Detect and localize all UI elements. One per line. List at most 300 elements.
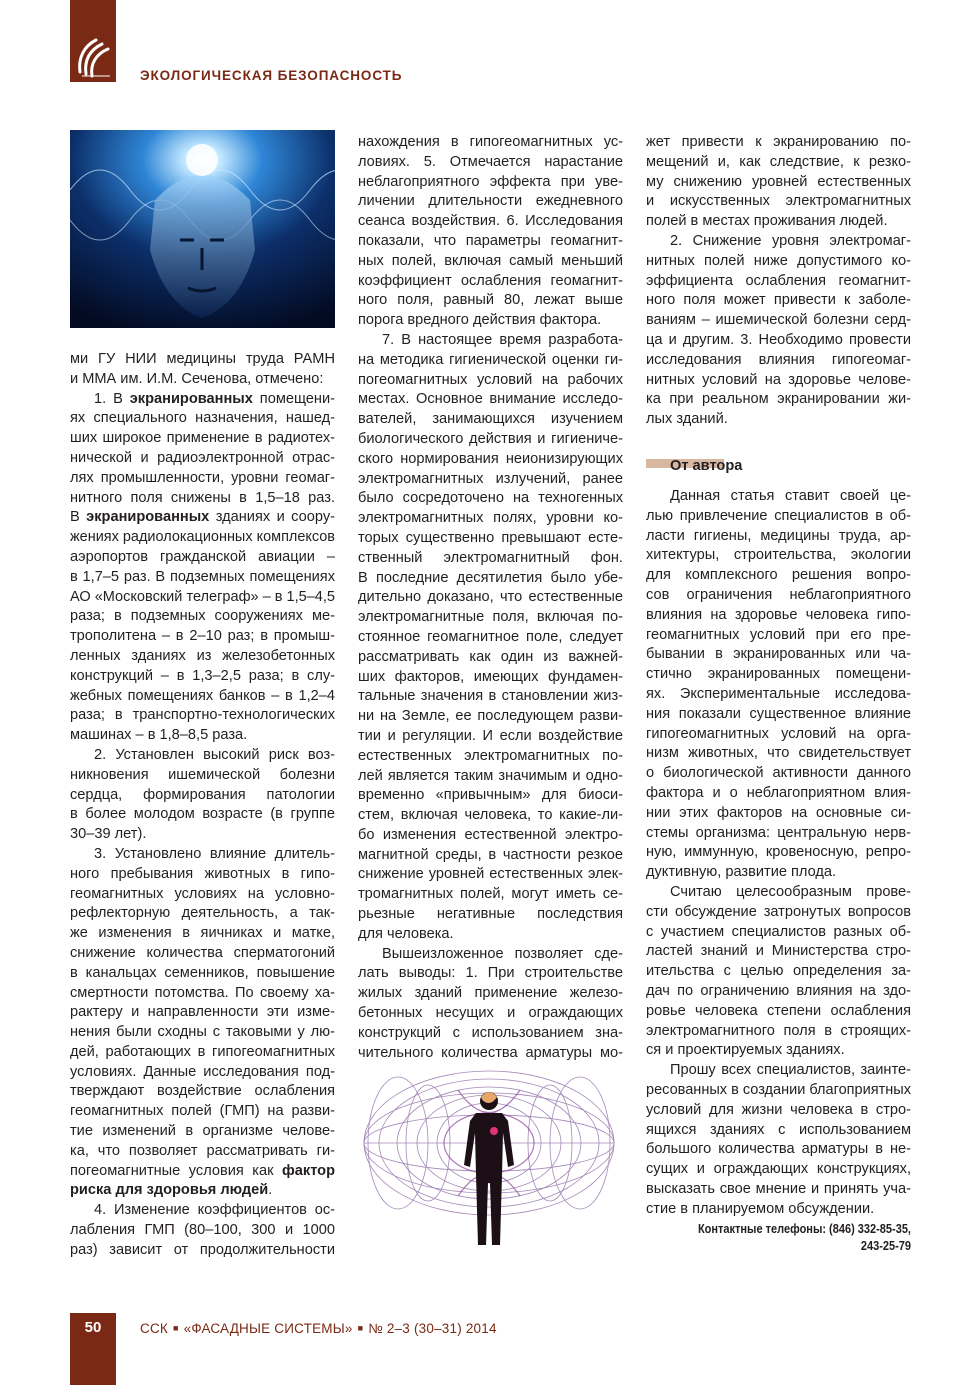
- line-text: стие в планируемом обсуждении.: [646, 1200, 875, 1217]
- text-line: [358, 212, 623, 232]
- line-text: ную, иммунную, кровеносную, репро-: [646, 844, 911, 861]
- line-text: ях специального назначения, нашед-: [70, 410, 335, 427]
- text-line: [70, 746, 335, 766]
- line-text: исследования влияния гипогеомаг-: [646, 351, 911, 368]
- text-line: [646, 192, 911, 212]
- text-line: [358, 905, 623, 925]
- publisher-logo-icon: [70, 0, 116, 82]
- line-text: ния показали существенное влияние: [646, 705, 911, 722]
- line-text: местах. Основное внимание исследо-: [358, 391, 623, 408]
- text-line: [358, 648, 623, 668]
- text-line: [358, 509, 623, 529]
- line-text: нитных условий на здоровье челове-: [646, 371, 911, 388]
- text-line: [358, 351, 623, 371]
- text-line: [70, 1063, 335, 1083]
- line-text: ленных зданиях из железобетонных: [70, 647, 335, 664]
- text-line: [646, 824, 911, 844]
- text-line: [70, 1122, 335, 1142]
- text-line: [70, 370, 335, 390]
- header-brand-block: [70, 0, 116, 82]
- paragraph: [646, 1061, 911, 1219]
- text-line: [70, 667, 335, 687]
- line-text: коэффициент ослабления геомагнит-: [358, 272, 623, 289]
- line-text: большого количества арматуры в не-: [646, 1141, 911, 1158]
- text-line: [358, 331, 623, 351]
- line-text: лей является таким значимым и одно-: [358, 767, 623, 784]
- text-line: [70, 1201, 335, 1221]
- line-text: геомагнитных условий при его пре-: [646, 626, 911, 643]
- text-line: [358, 272, 623, 292]
- line-text: электромагнитного поля в строящих-: [646, 1022, 911, 1039]
- line-text: биологического действия и гигиениче-: [358, 430, 623, 447]
- line-text: о биологической активности данного: [646, 765, 911, 782]
- text-line: [646, 507, 911, 527]
- text-line: [646, 1180, 911, 1200]
- text-line: [358, 311, 623, 331]
- text-line: [646, 291, 911, 311]
- contact-phones: [678, 1221, 911, 1255]
- text-line: [70, 390, 335, 410]
- text-line: [70, 1082, 335, 1102]
- paragraph: [646, 133, 911, 232]
- line-text: зданиях и соору-: [209, 509, 335, 526]
- text-line: [70, 568, 335, 588]
- text-line: [70, 845, 335, 865]
- text-line: [646, 410, 911, 430]
- text-line: [646, 645, 911, 665]
- text-line: [646, 764, 911, 784]
- line-text: дей, работающих в гипогеомагнитных: [70, 1043, 335, 1060]
- text-line: [358, 747, 623, 767]
- line-text: тверждают воздействие ослабления: [70, 1083, 335, 1100]
- line-text: в канальцах семенников, повышение: [70, 964, 335, 981]
- line-text: рактеру и направленности эти изме-: [70, 1004, 335, 1021]
- line-text: бывании в экранированных или ча-: [646, 646, 911, 663]
- text-line: [70, 984, 335, 1004]
- line-text: нитного поля снижены в 1,5–18 раз.: [70, 489, 335, 506]
- line-text: раза; в транспортно-технологических: [70, 707, 335, 724]
- line-text: рассматривать как один из важней-: [358, 648, 623, 665]
- text-line: [70, 409, 335, 429]
- text-line: [646, 232, 911, 252]
- text-line: [358, 826, 623, 846]
- line-text: нахождения в гипогеомагнитных ус-: [358, 134, 623, 150]
- line-text: 3. Установлено влияние длитель-: [94, 845, 335, 862]
- text-line: [70, 726, 335, 746]
- line-text: тие изменений в организме челове-: [70, 1123, 335, 1140]
- text-line: [70, 647, 335, 667]
- text-line: [358, 865, 623, 885]
- line-text: В последние десятилетия было убе-: [358, 569, 623, 586]
- separator-icon: ■: [172, 1323, 179, 1333]
- column-right-author: [646, 487, 911, 1219]
- line-text: высказать свое мнение и принять уча-: [646, 1180, 911, 1197]
- text-line: [70, 865, 335, 885]
- text-line: [646, 1121, 911, 1141]
- line-text: мещений и, как следствие, к резко-: [646, 153, 911, 170]
- text-line: [646, 566, 911, 586]
- line-text: естественных электромагнитных по-: [358, 747, 623, 764]
- text-line: [70, 766, 335, 786]
- line-text: ского нормирования неионизирующих: [358, 450, 623, 467]
- text-line: [70, 706, 335, 726]
- line-text: сердца, формирования патологии: [70, 786, 335, 803]
- line-text: показали, что параметры геомагнит-: [358, 232, 623, 249]
- text-line: [70, 489, 335, 509]
- torus-field-graphic: [358, 1065, 620, 1253]
- line-text: сов ограничения неблагоприятного: [646, 586, 911, 603]
- text-line: [70, 805, 335, 825]
- text-line: [358, 1004, 623, 1024]
- paragraph: [70, 350, 335, 390]
- line-text: раза; в подземных сооружениях ме-: [70, 608, 335, 625]
- text-line: [70, 528, 335, 548]
- text-line: [646, 843, 911, 863]
- text-line: [646, 725, 911, 745]
- line-text: бо изменения естественной электро-: [358, 826, 623, 843]
- line-text: стоянное геомагнитное поле, следует: [358, 628, 623, 645]
- text-line: [646, 903, 911, 923]
- text-line: [358, 450, 623, 470]
- text-line: [646, 1081, 911, 1101]
- line-text: жебных помещениях банков – в 1,2–4: [70, 687, 335, 704]
- line-text: ваниям – ишемической болезни серд-: [646, 312, 911, 329]
- line-text: раз) зависит от продолжительности: [70, 1241, 335, 1258]
- line-text: личении длительности ежедневного: [358, 193, 623, 210]
- line-text: для комплексного решения вопро-: [646, 567, 911, 584]
- line-text: помещени-: [252, 390, 335, 407]
- text-line: [70, 924, 335, 944]
- line-text: ных полей, включая самый меньший: [358, 252, 623, 269]
- paragraph: [646, 487, 911, 883]
- text-line: [646, 133, 911, 153]
- text-line: [646, 923, 911, 943]
- line-text: тальные значения в становлении жиз-: [358, 688, 623, 705]
- text-line: [358, 133, 623, 153]
- line-text: 4. Изменение коэффициентов ос-: [94, 1202, 335, 1219]
- page-number: 50: [84, 1319, 102, 1336]
- text-line: [646, 744, 911, 764]
- text-line: [646, 351, 911, 371]
- line-text: тромагнитных полей, могут иметь се-: [358, 886, 623, 903]
- line-text: чительного количества арматуры мо-: [358, 1044, 623, 1061]
- line-text: стично экранированных помещени-: [646, 666, 911, 683]
- line-text: ительства с целью определения за-: [646, 963, 911, 980]
- line-text: 30–39 лет).: [70, 826, 147, 843]
- line-text: в 1,7–5 раз. В подземных помещениях: [70, 568, 335, 585]
- line-text: порога вредного действия фактора.: [358, 312, 602, 329]
- line-text: ших факторов, имеющих фундамен-: [358, 668, 623, 685]
- text-line: [358, 786, 623, 806]
- author-heading-text: От автора: [670, 458, 743, 474]
- bold-text: экранированных: [86, 509, 210, 526]
- line-text: В: [70, 509, 87, 526]
- line-text: погеомагнитные условия как: [70, 1162, 283, 1179]
- text-line: [646, 487, 911, 507]
- line-text: конструкций с использованием зна-: [358, 1024, 623, 1041]
- contact-line: Контактные телефоны: (846) 332-85-35,: [697, 1222, 911, 1236]
- line-text: сти обсуждение затронутых вопросов: [646, 903, 911, 920]
- text-line: [70, 786, 335, 806]
- text-line: [70, 607, 335, 627]
- glowing-head-photo: [70, 130, 335, 328]
- text-line: [70, 1181, 335, 1201]
- line-text: сущих и ограждающих конструкциях,: [646, 1161, 911, 1178]
- column-right-top: [646, 133, 911, 430]
- line-text: торых существенно превышают есте-: [358, 529, 623, 546]
- text-line: [358, 430, 623, 450]
- text-line: [70, 1102, 335, 1122]
- contact-line: 243-25-79: [860, 1239, 911, 1253]
- text-line: [646, 1160, 911, 1180]
- paragraph: [646, 883, 911, 1061]
- line-text: дач по ограничению влияния на здо-: [646, 982, 911, 999]
- text-line: [358, 470, 623, 490]
- line-text: стемы организма: центральную нерв-: [646, 824, 911, 841]
- line-text: с участием специалистов разных об-: [646, 923, 911, 940]
- text-line: [358, 489, 623, 509]
- text-line: [646, 1200, 911, 1220]
- line-text: ловиях. 5. Отмечается нарастание: [358, 153, 623, 170]
- text-line: [358, 925, 623, 945]
- text-line: [358, 668, 623, 688]
- line-text: геомагнитных полей (ГМП) на разви-: [70, 1103, 335, 1120]
- line-text: рефлекторную деятельность, а так-: [70, 905, 335, 922]
- line-text: ка при реальном экранировании жи-: [646, 391, 911, 408]
- line-text: нической и радиоэлектронной отрас-: [70, 449, 335, 466]
- text-line: [70, 350, 335, 370]
- paragraph: [646, 232, 911, 430]
- text-line: [70, 548, 335, 568]
- line-text: условий для жизни человека в стро-: [646, 1101, 911, 1118]
- text-line: [646, 863, 911, 883]
- line-text: никновения ишемической болезни: [70, 766, 335, 783]
- line-text: гипогеомагнитных условий на орга-: [646, 725, 911, 742]
- text-line: [646, 311, 911, 331]
- line-text: Прошу всех специалистов, заинте-: [670, 1062, 911, 1079]
- line-text: и ММА им. И.М. Сеченова, отмечено:: [70, 370, 324, 387]
- line-text: тии и регуляции. И если воздействие: [358, 727, 623, 744]
- line-text: ласти гигиены, медицины труда, ар-: [646, 527, 911, 544]
- line-text: ях. Экспериментальные исследова-: [646, 685, 911, 702]
- line-text: машинах – в 1,8–8,5 раза.: [70, 727, 248, 744]
- text-line: [646, 962, 911, 982]
- line-text: сеанса воздействия. 6. Исследования: [358, 213, 623, 230]
- text-line: [358, 569, 623, 589]
- text-line: [646, 1002, 911, 1022]
- line-text: 7. В настоящее время разработа-: [382, 331, 623, 348]
- text-line: [358, 964, 623, 984]
- paragraph: [358, 945, 623, 1064]
- line-text: ного поля, равный 80, лежат выше: [358, 292, 623, 309]
- bold-text: фактор: [282, 1162, 335, 1179]
- text-line: [70, 508, 335, 528]
- line-text: временно «привычным» для биоси-: [358, 787, 623, 804]
- bold-text: экранированных: [129, 390, 253, 407]
- column-middle: [358, 133, 623, 1063]
- line-text: Данная статья ставит своей це-: [670, 488, 911, 504]
- text-line: [646, 626, 911, 646]
- text-line: [646, 1061, 911, 1081]
- line-text: лью привлечение специалистов в об-: [646, 507, 911, 524]
- line-text: 1. В: [94, 390, 130, 407]
- line-text: электромагнитных излучений, ранее: [358, 470, 623, 487]
- text-line: [358, 410, 623, 430]
- footer-brand-block: [70, 1313, 116, 1385]
- human-magnetic-field-illustration: [358, 1065, 620, 1253]
- line-text: влияния на здоровье человека гипо-: [646, 606, 911, 623]
- text-line: [358, 371, 623, 391]
- text-line: [646, 1041, 911, 1061]
- text-line: [358, 588, 623, 608]
- line-text: ка, что позволяет рассматривать ги-: [70, 1142, 335, 1159]
- line-text: эффициента ослабления геомагнит-: [646, 272, 911, 289]
- footer-issue: № 2–3 (30–31) 2014: [368, 1321, 497, 1336]
- text-line: [70, 429, 335, 449]
- line-text: и искусственных электромагнитных: [646, 193, 911, 210]
- line-text: бетонных несущих и ограждающих: [358, 1005, 623, 1022]
- line-text: снижение количества сперматогоний: [70, 944, 335, 961]
- line-text: ми ГУ НИИ медицины труда РАМН: [70, 351, 335, 367]
- line-text: рьезные негативные последствия: [358, 906, 623, 923]
- text-line: [358, 945, 623, 965]
- text-line: [646, 705, 911, 725]
- paragraph: [70, 845, 335, 1201]
- text-line: [358, 192, 623, 212]
- line-text: лых зданий.: [646, 411, 728, 428]
- text-line: [70, 588, 335, 608]
- footer-magazine: ССК: [140, 1321, 168, 1336]
- text-line: [646, 153, 911, 173]
- text-line: [646, 390, 911, 410]
- text-line: [358, 984, 623, 1004]
- line-text: дительно доказано, что естественные: [358, 589, 623, 606]
- author-heading: [646, 458, 911, 478]
- section-title: ЭКОЛОГИЧЕСКАЯ БЕЗОПАСНОСТЬ: [140, 68, 403, 83]
- line-text: условиях. Данные исследования под-: [70, 1063, 335, 1080]
- line-text: нии этих факторов на основные си-: [646, 804, 911, 821]
- text-line: [358, 153, 623, 173]
- text-line: [358, 232, 623, 252]
- text-line: [70, 1162, 335, 1182]
- text-line: [358, 1024, 623, 1044]
- text-line: [70, 904, 335, 924]
- line-text: ресованных в создании благоприятных: [646, 1081, 911, 1098]
- text-line: [358, 687, 623, 707]
- text-line: [646, 212, 911, 232]
- line-text: аэропортов гражданской авиации –: [70, 548, 335, 565]
- text-line: [646, 331, 911, 351]
- text-line: [646, 804, 911, 824]
- footer-publication-info: [140, 1321, 497, 1336]
- line-text: в более молодом возрасте (в группе: [70, 806, 335, 823]
- bold-text: риска для здоровья людей: [70, 1182, 269, 1199]
- text-line: [70, 885, 335, 905]
- line-text: неблагоприятного эффекта при уве-: [358, 173, 623, 190]
- text-line: [646, 606, 911, 626]
- line-text: нения были сходны с таковыми у лю-: [70, 1024, 335, 1041]
- text-line: [70, 964, 335, 984]
- line-text: жет привести к экранированию по-: [646, 134, 911, 150]
- line-text: Вышеизложенное позволяет сде-: [382, 945, 623, 962]
- line-text: 2. Снижение уровня электромаг-: [670, 232, 911, 249]
- paragraph: [70, 1201, 335, 1260]
- line-text: электромагнитных полях, уровни ко-: [358, 510, 623, 527]
- line-text: для человека.: [358, 925, 454, 942]
- line-text: магнитной среды, в частности резкое: [358, 846, 623, 863]
- text-line: [646, 982, 911, 1002]
- text-line: [70, 825, 335, 845]
- line-text: же изменения в яичниках и матке,: [70, 925, 335, 942]
- text-line: [646, 173, 911, 193]
- line-text: геомагнитных условиях на условно-: [70, 885, 335, 902]
- text-line: [70, 1241, 335, 1261]
- text-line: [358, 727, 623, 747]
- text-line: [70, 469, 335, 489]
- text-line: [358, 885, 623, 905]
- text-line: [646, 784, 911, 804]
- text-line: [358, 767, 623, 787]
- line-text: стем, включая человека, то какие-ли-: [358, 807, 623, 824]
- text-line: [646, 1022, 911, 1042]
- text-line: [358, 806, 623, 826]
- text-line: [70, 1142, 335, 1162]
- line-text: ного поля может привести к заболе-: [646, 292, 911, 309]
- footer-title: «ФАСАДНЫЕ СИСТЕМЫ»: [183, 1321, 353, 1336]
- text-line: [646, 586, 911, 606]
- text-line: [646, 371, 911, 391]
- line-text: ровье человека степени ослабления: [646, 1002, 911, 1019]
- text-line: [358, 1044, 623, 1064]
- line-text: конструкций – в 1,3–2,5 раза; в слу-: [70, 667, 335, 684]
- paragraph: [358, 133, 623, 331]
- line-text: полей в местах проживания людей.: [646, 213, 888, 230]
- line-text: ся и проектируемых зданиях.: [646, 1042, 845, 1059]
- text-line: [70, 944, 335, 964]
- text-line: [646, 665, 911, 685]
- line-text: АО «Московский телеграф» – в 1,5–4,5: [70, 588, 335, 605]
- line-text: лать выводы: 1. При строительстве: [358, 965, 623, 982]
- line-text: ящихся зданиях с использованием: [646, 1121, 911, 1138]
- line-text: жениях радиолокационных комплексов: [70, 529, 335, 546]
- line-text: му снижению уровней естественных: [646, 173, 911, 190]
- text-line: [70, 687, 335, 707]
- text-line: [70, 627, 335, 647]
- column-left: [70, 350, 335, 1261]
- text-line: [358, 173, 623, 193]
- separator-icon: ■: [357, 1323, 364, 1333]
- line-text: смертности потомства. По своему ха-: [70, 984, 335, 1001]
- text-line: [646, 546, 911, 566]
- line-text: дуктивную, развитие плода.: [646, 864, 837, 881]
- text-line: [646, 252, 911, 272]
- text-line: [358, 549, 623, 569]
- line-text: электромагнитные поля, включая по-: [358, 609, 623, 626]
- line-text: ственный электромагнитный фон.: [358, 549, 623, 566]
- text-line: [358, 252, 623, 272]
- line-text: было сосредоточено на техногенных: [358, 490, 623, 507]
- text-line: [70, 1221, 335, 1241]
- paragraph: [358, 331, 623, 945]
- text-line: [646, 272, 911, 292]
- line-text: ластей знаний и Министерства стро-: [646, 943, 911, 960]
- line-text: на методика гигиенической оценки ги-: [358, 351, 623, 368]
- line-text: ни на Земле, ее последующем разви-: [358, 708, 623, 725]
- text-line: [358, 846, 623, 866]
- paragraph: [70, 390, 335, 746]
- text-line: [646, 1140, 911, 1160]
- text-line: [358, 291, 623, 311]
